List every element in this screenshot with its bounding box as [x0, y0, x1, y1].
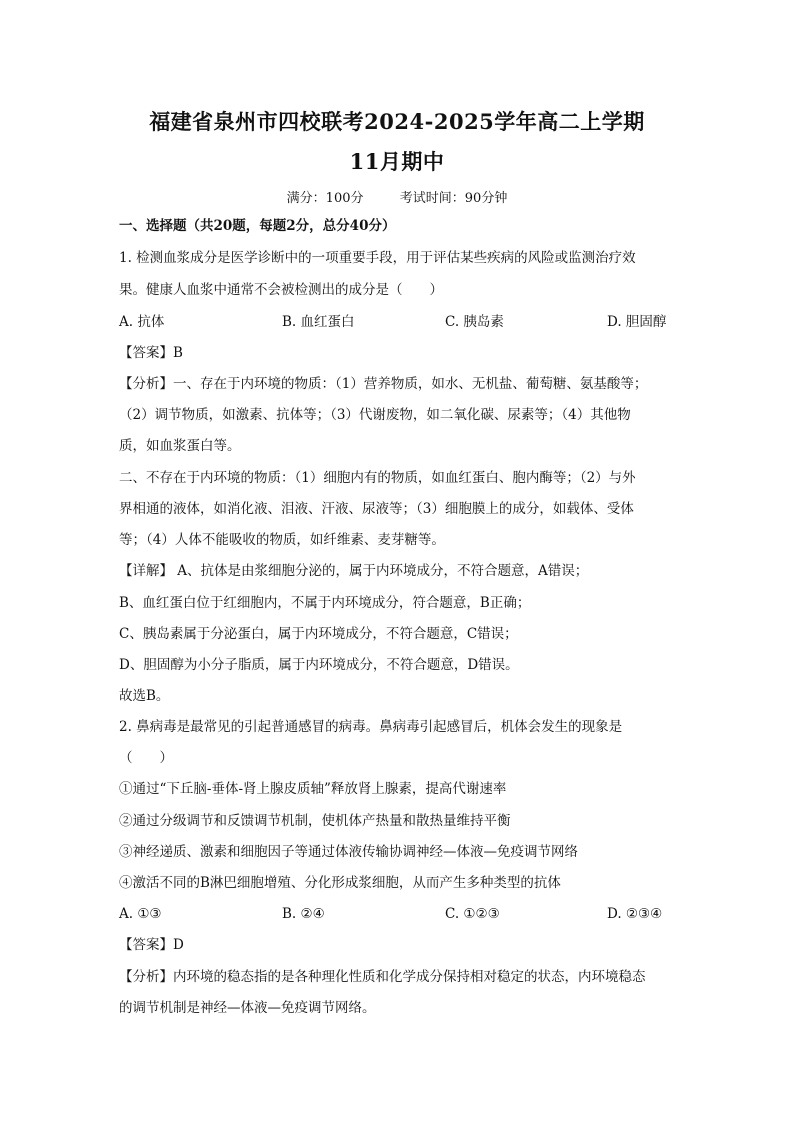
q1-analysis-line: 二、不存在于内环境的物质：（1）细胞内有的物质，如血红蛋白、胞内酶等；（2）与外	[119, 470, 636, 486]
q2-statement-4: ④激活不同的B淋巴细胞增殖、分化形成浆细胞，从而产生多种类型的抗体	[119, 875, 561, 891]
q2-answer: 【答案】D	[119, 937, 184, 953]
section-heading: 一、选择题（共20题，每题2分，总分40分）	[119, 218, 396, 234]
q1-analysis-line: （2）调节物质，如激素、抗体等；（3）代谢废物，如二氧化碳、尿素等；（4）其他物	[119, 407, 631, 423]
q2-stem-line2: （ ）	[119, 750, 173, 766]
document-title-line1: 福建省泉州市四校联考2024-2025学年高二上学期	[149, 109, 645, 134]
q2-option-a: A. ①③	[119, 906, 162, 922]
q2-analysis-line: 【分析】内环境的稳态指的是各种理化性质和化学成分保持相对稳定的状态，内环境稳态	[119, 969, 646, 985]
q1-option-d: D. 胆固醇	[607, 314, 667, 330]
q1-conclusion: 故选B。	[119, 688, 170, 704]
exam-meta	[0, 187, 794, 206]
q1-detail-line: B、血红蛋白位于红细胞内，不属于内环境成分，符合题意，B正确；	[119, 595, 531, 611]
q2-stem-line1: 2. 鼻病毒是最常见的引起普通感冒的病毒。鼻病毒引起感冒后，机体会发生的现象是	[119, 719, 623, 735]
q1-analysis-line: 等；（4）人体不能吸收的物质，如纤维素、麦芽糖等。	[119, 532, 445, 548]
q1-detail-line: D、胆固醇为小分子脂质，属于内环境成分，不符合题意，D错误。	[119, 657, 519, 673]
q1-detail-line: C、胰岛素属于分泌蛋白，属于内环境成分，不符合题意，C错误；	[119, 626, 518, 642]
q1-stem-line2: 果。健康人血浆中通常不会被检测出的成分是（ ）	[119, 282, 443, 298]
q2-statement-2: ②通过分级调节和反馈调节机制，使机体产热量和散热量维持平衡	[119, 813, 511, 829]
q2-option-c: C. ①②③	[445, 906, 500, 922]
exam-time: 考试时间：90分钟	[399, 191, 508, 206]
q1-answer: 【答案】B	[119, 345, 183, 361]
q1-stem-line1: 1. 检测血浆成分是医学诊断中的一项重要手段，用于评估某些疾病的风险或监测治疗效	[119, 250, 636, 266]
q1-option-b: B. 血红蛋白	[282, 314, 355, 330]
q1-option-c: C. 胰岛素	[445, 314, 504, 330]
q2-option-d: D. ②③④	[607, 906, 663, 922]
q1-analysis-line: 界相通的液体，如消化液、泪液、汗液、尿液等；（3）细胞膜上的成分，如载体、受体	[119, 501, 634, 517]
q2-option-b: B. ②④	[282, 906, 325, 922]
full-score: 满分：100分	[286, 191, 364, 206]
q2-statement-3: ③神经递质、激素和细胞因子等通过体液传输协调神经—体液—免疫调节网络	[119, 844, 578, 860]
q1-option-a: A. 抗体	[119, 314, 165, 330]
document-title-line2: 11月期中	[349, 149, 445, 174]
q1-analysis-line: 【分析】一、存在于内环境的物质：（1）营养物质，如水、无机盐、葡萄糖、氨基酸等；	[119, 376, 648, 392]
q1-analysis-line: 质，如血浆蛋白等。	[119, 438, 241, 454]
q2-analysis-line: 的调节机制是神经—体液—免疫调节网络。	[119, 1000, 376, 1016]
q2-statement-1: ①通过“下丘脑-垂体-肾上腺皮质轴”释放肾上腺素，提高代谢速率	[119, 781, 507, 797]
q1-detail-line: 【详解】 A、抗体是由浆细胞分泌的，属于内环境成分，不符合题意，A错误；	[119, 563, 589, 579]
